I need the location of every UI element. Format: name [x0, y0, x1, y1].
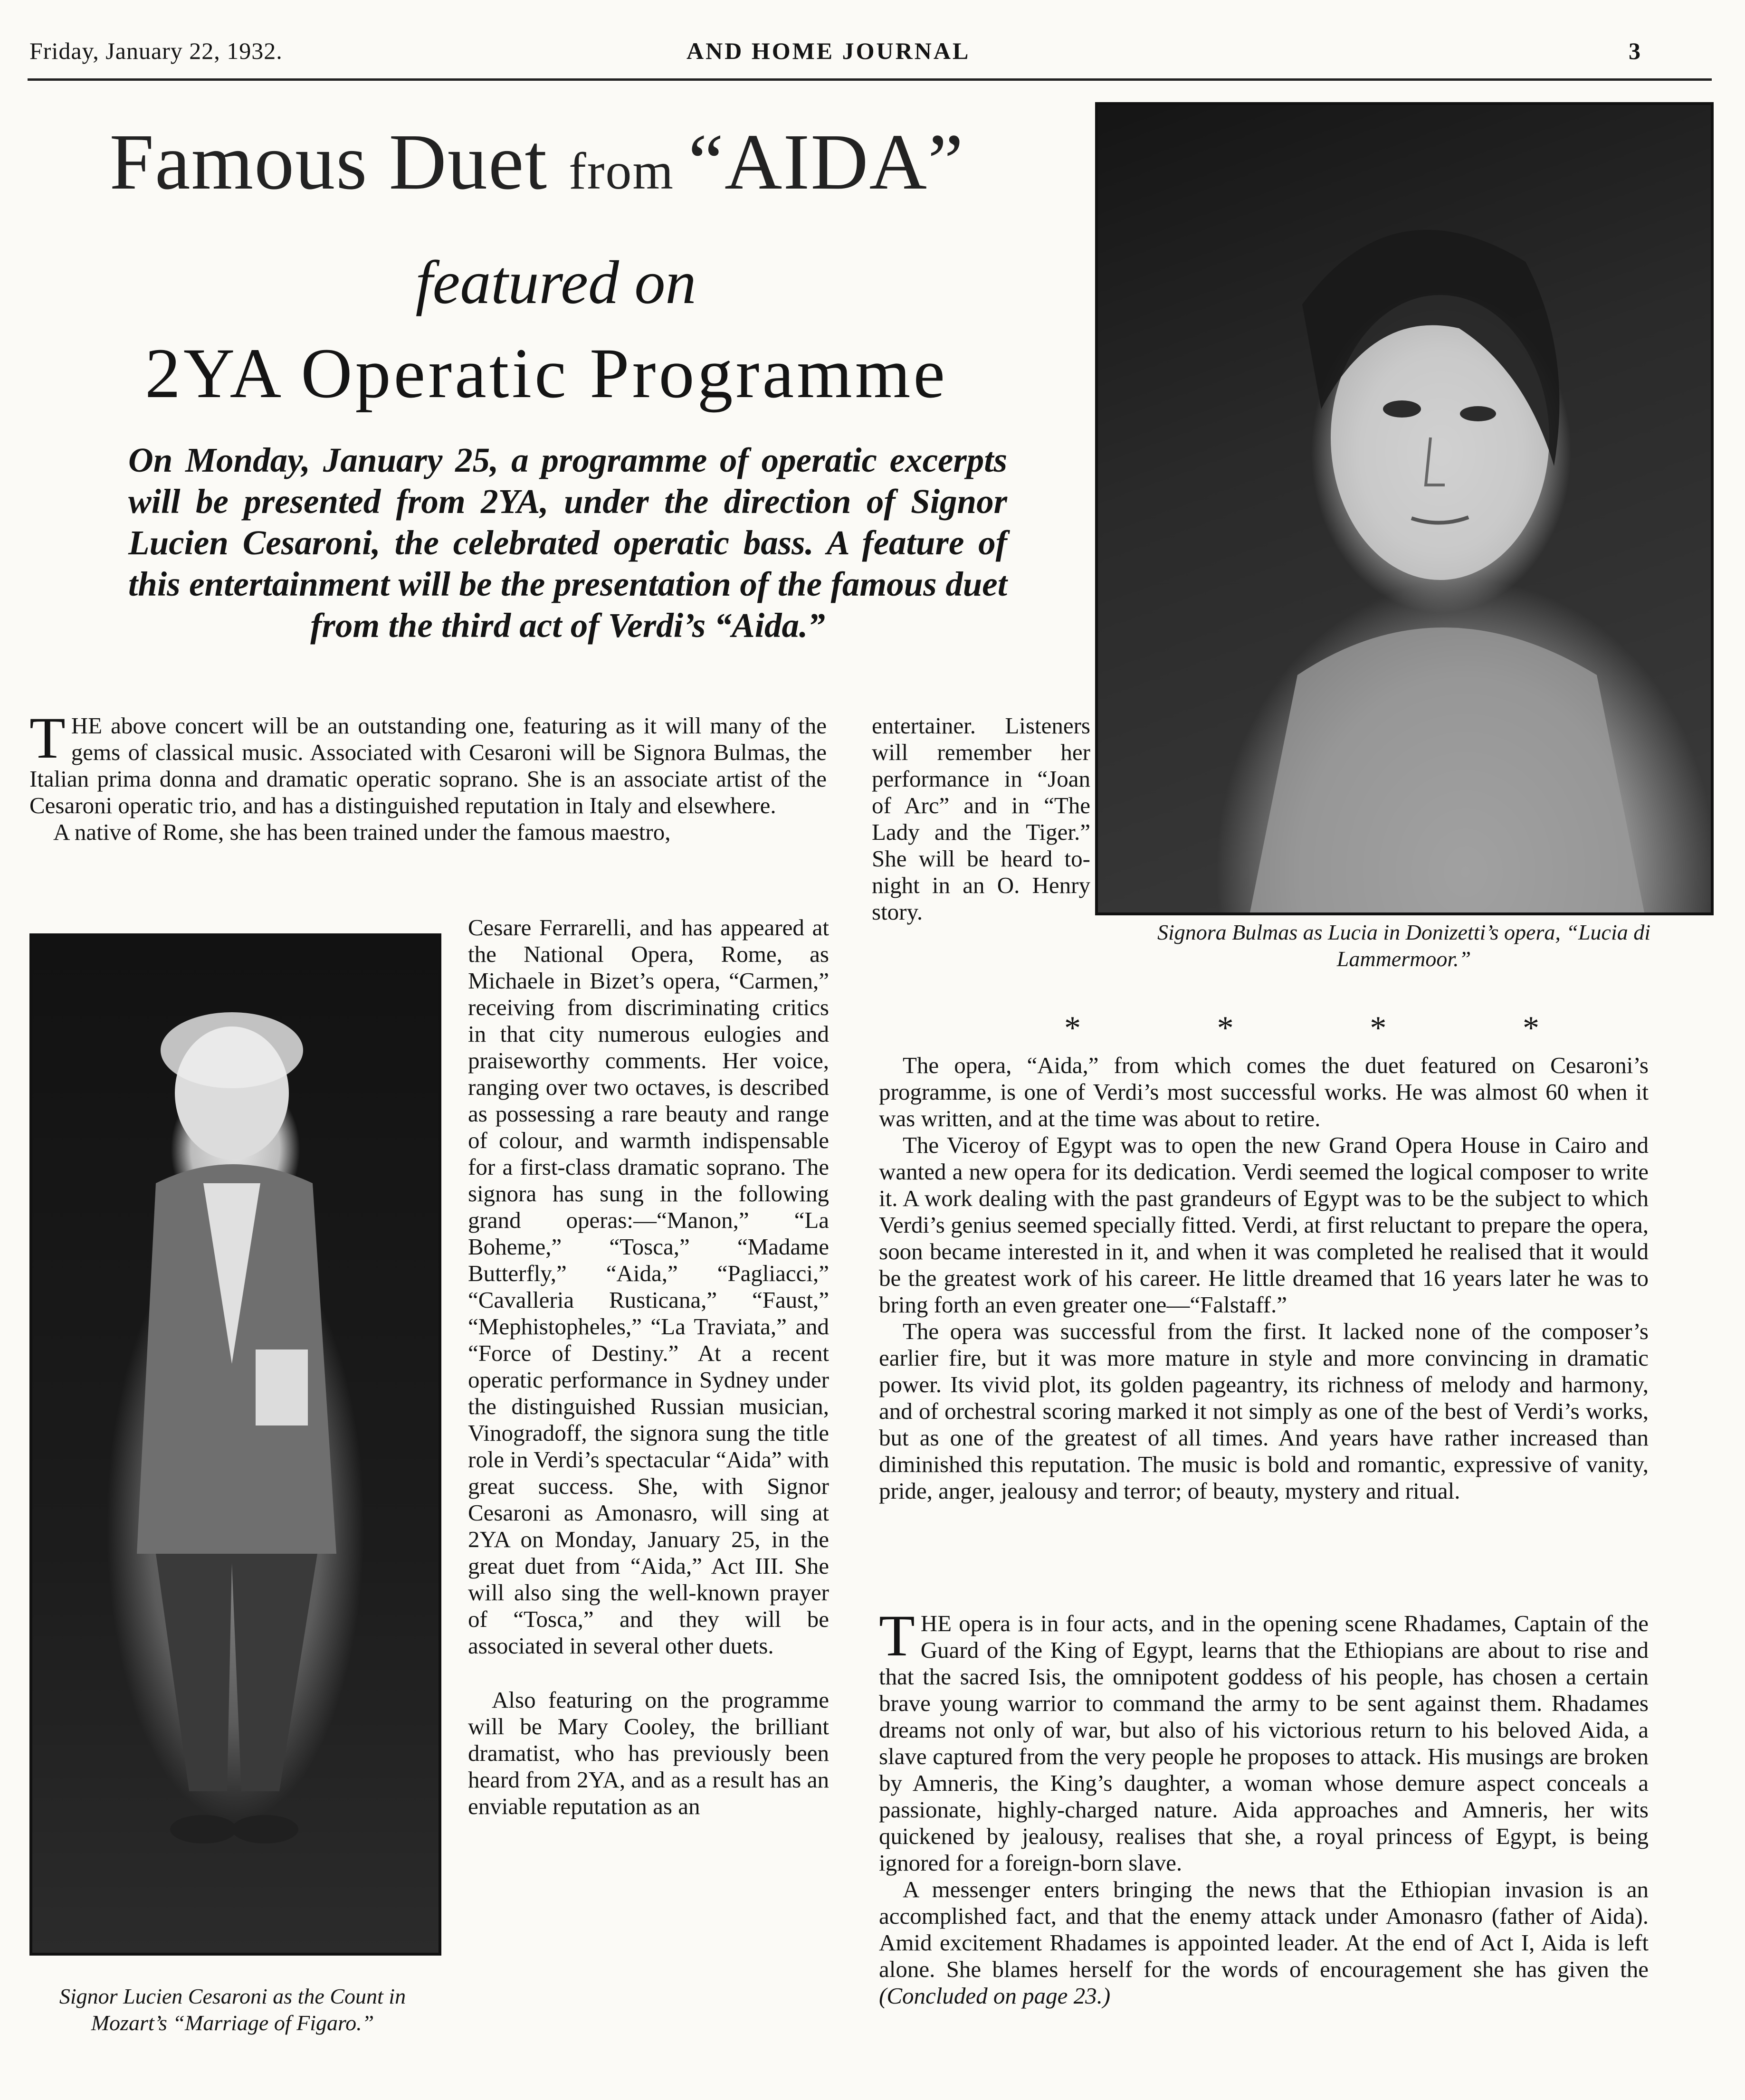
journal-title: AND HOME JOURNAL	[687, 38, 971, 64]
column2-paragraph-1: Cesare Ferrarelli, and has appeared at the National Opera, Rome, as Michaele in Bizet’s opera, “Carmen,” receiving from discriminating critics in that city numerous eulogies and praiseworthy comments. Her voice, ranging over two octaves, is described as possessing a rare beauty and range of colour, and warmth indispensable for a first-class dramatic soprano. The signora has sung in the following grand operas:—“Manon,” “La Boheme,” “Tosca,” “Madame Butterfly,” “Aida,” “Pagliacci,” “Cavalleria Rusticana,” “Faust,” “Mephistopheles,” “La Traviata,” and “Force of Destiny.” At a recent operatic performance in Sydney under the distinguished Russian musician, Vinogradoff, the signora sung the title role in Verdi’s spectacular “Aida” with great success. She, with Signor Cesaroni as Amonasro, will sing at 2YA on Monday, January 25, in the great duet from “Aida,” Act III. She will also sing the well-known prayer of “Tosca,” and they will be associated in several other duets.	[468, 914, 829, 1659]
headline-part-1: Famous Duet	[109, 118, 569, 206]
photo-signora-bulmas	[1095, 102, 1714, 915]
lead-text: HE above concert will be an outstanding one, featuring as it will many of the gems of classical music. Associated with Cesaroni will be Signora Bulmas, the Italian prima donna and dramatic operatic soprano. She is an associate artist of the Cesaroni operatic trio, and has a distinguished reputation in Italy and elsewhere.	[29, 713, 827, 818]
plot-text-2: A messenger enters bringing the news that the Ethiopian invasion is an accomplished fact, and that the enemy attack under Amonasro (father of Aida). Amid excitement Rhadames is appointed leader. At the end of Act I, Aida is left alone. She blames herself for the words of encouragement she has given the	[879, 1876, 1649, 1982]
figure-illustration	[32, 936, 439, 1953]
article-column-2	[468, 914, 829, 1820]
divider-star: *	[1522, 1010, 1539, 1046]
caption-left-photo: Signor Lucien Cesaroni as the Count in Mozart’s “Marriage of Figaro.”	[59, 1984, 406, 2035]
plot-paragraph-1	[879, 1603, 1649, 1876]
page-number: 3	[1629, 38, 1641, 64]
intro-paragraph: On Monday, January 25, a programme of operatic excerpts will be presented from 2YA, under the direction of Signor Lucien Cesaroni, the celebrated operatic bass. A feature of this entertainment will be the presentation of the famous duet from the third act of Verdi’s “Aida.”	[128, 441, 1007, 645]
continued-note: (Concluded on page 23.)	[879, 1983, 1111, 2009]
headline-part-3: “AIDA”	[688, 118, 964, 206]
portrait-illustration	[1098, 105, 1711, 912]
aida-paragraph-3: The opera was successful from the first. It lacked none of the composer’s earlier fire, but it was more mature in style and more convincing in dramatic power. Its vivid plot, its golden pageantry, its richness of melody and harmony, and of orchestral scoring marked it not simply as one of the best of Verdi’s works, but as one of the greatest of all times. And years have rather increased than diminished this reputation. The music is bold and romantic, expressive of vanity, pride, anger, jealousy and terror; of beauty, mystery and ritual.	[879, 1318, 1649, 1504]
plot-text: HE opera is in four acts, and in the opening scene Rhadames, Captain of the Guard of the King of Egypt, learns that the Ethiopians are about to rise and that the sacred Isis, the omnipotent goddess of his people, has chosen a certain brave young warrior to command the army to be sent against them. Rhadames dreams not only of war, but also of his victorious return to his beloved Aida, a slave captured from the very people he proposes to attack. His musings are broken by Amneris, the King’s daughter, a woman whose demure aspect conceals a passionate, highly-charged nature. Aida approaches and Amneris, her wits quickened by jealousy, realises that she, a royal princess of Egypt, is being ignored for a foreign-born slave.	[879, 1610, 1649, 1876]
divider-star: *	[1064, 1010, 1081, 1046]
divider-star: *	[1217, 1010, 1234, 1046]
aida-paragraph-2: The Viceroy of Egypt was to open the new Grand Opera House in Cairo and wanted a new opera for its dedication. Verdi seemed the logical composer to write it. A work dealing with the past grandeurs of Egypt was to be the subject to which Verdi’s genius seemed specially fitted. Verdi, at first reluctant to prepare the opera, soon became interested in it, and when it was completed he realised that it would be the greatest work of his career. He little dreamed that 16 years later he was to bring forth an even greater one—“Falstaff.”	[879, 1132, 1649, 1318]
column3-paragraph-1: entertainer. Listeners will remember her performance in “Joan of Arc” and in “The Lady and the Tiger.” She will be heard to-night in an O. Henry story.	[872, 713, 1090, 925]
headline-part-2: from	[569, 142, 688, 200]
issue-date: Friday, January 22, 1932.	[29, 38, 283, 64]
dropcap-lead: T	[29, 705, 66, 770]
subheadline-programme: 2YA Operatic Programme	[145, 334, 948, 413]
aida-history-section	[879, 1052, 1649, 1504]
photo-signor-cesaroni	[29, 933, 441, 1956]
column2-paragraph-2: Also featuring on the programme will be Mary Cooley, the brilliant dramatist, who has previously been heard from 2YA, and as a result has an enviable reputation as an	[468, 1687, 829, 1819]
article-column-3	[872, 713, 1090, 925]
lead-paragraph	[29, 705, 827, 819]
article-lead	[29, 705, 827, 846]
divider-star: *	[1370, 1010, 1387, 1046]
lead-paragraph-2: A native of Rome, she has been trained under the famous maestro,	[53, 819, 671, 845]
plot-paragraph-2	[879, 1876, 1649, 2009]
aida-paragraph-1: The opera, “Aida,” from which comes the duet featured on Cesaroni’s programme, is one of Verdi’s most successful works. He was almost 60 when it was written, and at the time was about to retire.	[879, 1052, 1649, 1131]
caption-right-photo: Signora Bulmas as Lucia in Donizetti’s opera, “Lucia di Lammermoor.”	[1157, 920, 1651, 971]
headline	[0, 116, 1074, 208]
subheadline-featured: featured on	[415, 248, 696, 317]
dropcap-plot: T	[879, 1603, 915, 1668]
section-divider-stars	[1064, 1009, 1539, 1047]
header-rule	[28, 78, 1712, 81]
aida-plot-section	[879, 1603, 1649, 2009]
